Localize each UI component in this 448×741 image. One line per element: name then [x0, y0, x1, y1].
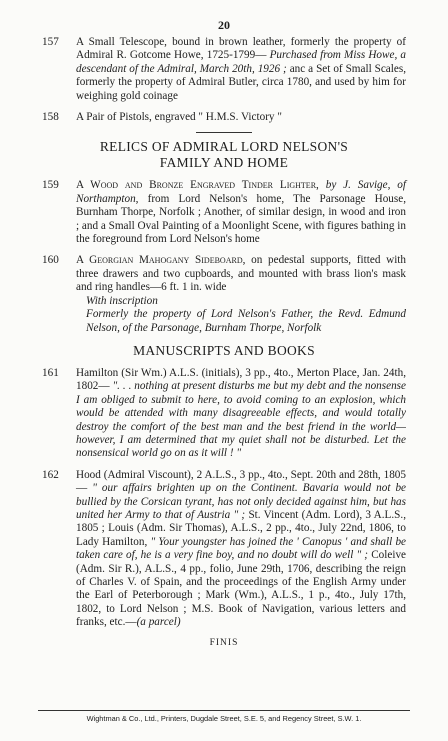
page-number: 20 — [218, 18, 230, 32]
lot-quote: " Your youngster has joined the ' Canopus ' and shall be taken care of, he is a very fine boy, and no doubt will do well " ; — [76, 535, 407, 562]
lot-description — [76, 469, 406, 630]
lot-number: 160 — [42, 254, 59, 267]
lot-160 — [42, 254, 406, 334]
lot-number: 157 — [42, 36, 59, 48]
lot-number: 158 — [42, 111, 59, 124]
printer-imprint: Wightman & Co., Ltd., Printers, Dugdale Street, S.E. 5, and Regency Street, S.W. 1. — [86, 714, 362, 723]
lot-text: A Small Telescope, bound in brown leather, formerly the property of Admiral R. Gotcome Howe, 1725-1799— — [76, 36, 406, 62]
lot-text: on pedestal supports, fitted with three drawers and two cupboards, and mounted with brass lion's mask and ring handles—6 ft. 1 in. wide — [76, 254, 407, 294]
lot-parcel: (a parcel) — [136, 616, 181, 629]
lot-provenance: Purchased from Miss Howe, a descendant of the Admiral, March 20th, 1926 ; — [76, 49, 406, 75]
section-heading-line: FAMILY AND HOME — [159, 155, 289, 171]
footer-rule — [38, 710, 410, 711]
lot-text: anc a Set of Small Scales, formerly the property of Admiral Butler, circa 1780, and used by him for weighing gold coinage — [76, 62, 406, 102]
lot-description: A Pair of Pistols, engraved " H.M.S. Victory " — [76, 111, 282, 124]
lot-number: 159 — [42, 179, 59, 192]
lot-162 — [42, 469, 406, 630]
lot-description — [76, 36, 406, 103]
lot-text: Hamilton (Sir Wm.) A.L.S. (initials), 3 pp., 4to., Merton Place, Jan. 24th, 1802— — [76, 366, 406, 393]
lot-description — [76, 367, 406, 461]
section-heading-manuscripts: MANUSCRIPTS AND BOOKS — [133, 342, 315, 358]
lot-quote: ". . . nothing at present disturbs me but my debt and the nonsense I am obliged to submit to here, to avoid coming to an explosion, which would be attended with many disagreeable effects, and would totally destroy the comfort of the best man and the best friend in the world—however, I am determined that my quiet shall not be disturbed. Let the nonsensical world go on as it will ! " — [76, 380, 407, 460]
section-divider — [196, 132, 252, 133]
lot-quote: " our affairs brighten up on the Continent. Bavaria would not be bullied by the Corsican tyrant, has not only decided against him, but has united her Army to that of Austria " ; — [76, 482, 407, 521]
lot-description — [76, 254, 406, 294]
lot-title: A Georgian Mahogany Sideboard, — [76, 254, 246, 267]
lot-161 — [42, 367, 406, 461]
lot-text: from Lord Nelson's home, The Parsonage House, Burnham Thorpe, Norfolk ; Another, of similar design, in wood and iron ; and a Small Oval Painting of a Moonlight Scene, with figures bathing in the foreground from Lord Nelson's home — [76, 192, 406, 246]
finis: FINIS — [209, 637, 239, 648]
lot-title: A Wood and Bronze Engraved Tinder Lighter, — [76, 179, 319, 192]
catalogue-body — [42, 36, 406, 648]
lot-description — [76, 179, 406, 246]
lot-maker: by J. Savige, of Northampton, — [76, 179, 406, 205]
lot-text: Hood (Admiral Viscount), 2 A.L.S., 3 pp., 4to., Sept. 20th and 28th, 1805— — [76, 468, 406, 495]
lot-number: 161 — [42, 366, 59, 379]
lot-inscription: With inscription — [86, 294, 158, 307]
lot-provenance: Formerly the property of Lord Nelson's Father, the Revd. Edmund Nelson, of the Parsonage, Burnham Thorpe, Norfolk — [86, 308, 406, 334]
lot-158 — [42, 111, 406, 124]
section-heading-relics — [42, 139, 406, 171]
lot-number: 162 — [42, 468, 59, 481]
lot-text: Coleive (Adm. Sir R.), A.L.S., 4 pp., folio, June 29th, 1706, describing the reign of Charles V. of Spain, and the proceedings of the English Army under the Earl of Peterborough ; Mark (Wm.), A.L.S., 1 p., 4to., July 17th, 1802, to Lord Nelson ; M.S. Book of Navigation, various letters and franks, etc.— — [76, 549, 407, 629]
lot-159 — [42, 179, 406, 246]
lot-text: St. Vincent (Adm. Lord), 3 A.L.S., 1805 ; Louis (Adm. Sir Thomas), A.L.S., 2 pp., 4to., July 22nd, 1806, to Lady Hamilton, — [76, 508, 407, 548]
lot-157 — [42, 36, 406, 103]
section-heading-line: RELICS OF ADMIRAL LORD NELSON'S — [99, 139, 349, 155]
